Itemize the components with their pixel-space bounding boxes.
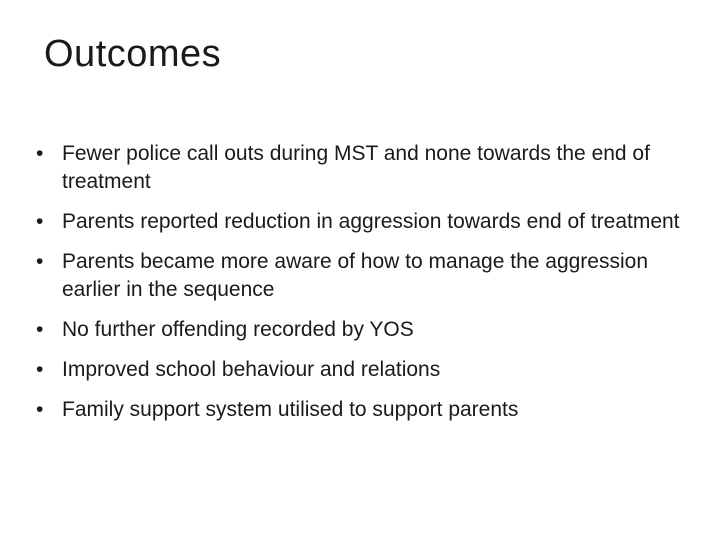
- slide-title: Outcomes: [44, 33, 222, 75]
- bullet-icon: •: [36, 250, 44, 273]
- bullet-icon: •: [36, 142, 44, 165]
- bullet-list: [34, 140, 694, 436]
- list-item: [34, 140, 694, 196]
- list-item-text: Fewer police call outs during MST and none towards the end of treatment: [62, 142, 650, 193]
- list-item: [34, 356, 694, 384]
- bullet-icon: •: [36, 398, 44, 421]
- list-item-text: Parents reported reduction in aggression towards end of treatment: [62, 210, 680, 233]
- list-item-text: Improved school behaviour and relations: [62, 358, 441, 381]
- bullet-icon: •: [36, 210, 44, 233]
- list-item: [34, 396, 694, 424]
- bullet-icon: •: [36, 358, 44, 381]
- bullet-icon: •: [36, 318, 44, 341]
- list-item: [34, 316, 694, 344]
- list-item: [34, 208, 694, 236]
- list-item-text: Family support system utilised to support parents: [62, 398, 519, 421]
- list-item: [34, 248, 694, 304]
- list-item-text: Parents became more aware of how to manage the aggression earlier in the sequence: [62, 250, 649, 301]
- list-item-text: No further offending recorded by YOS: [62, 318, 414, 341]
